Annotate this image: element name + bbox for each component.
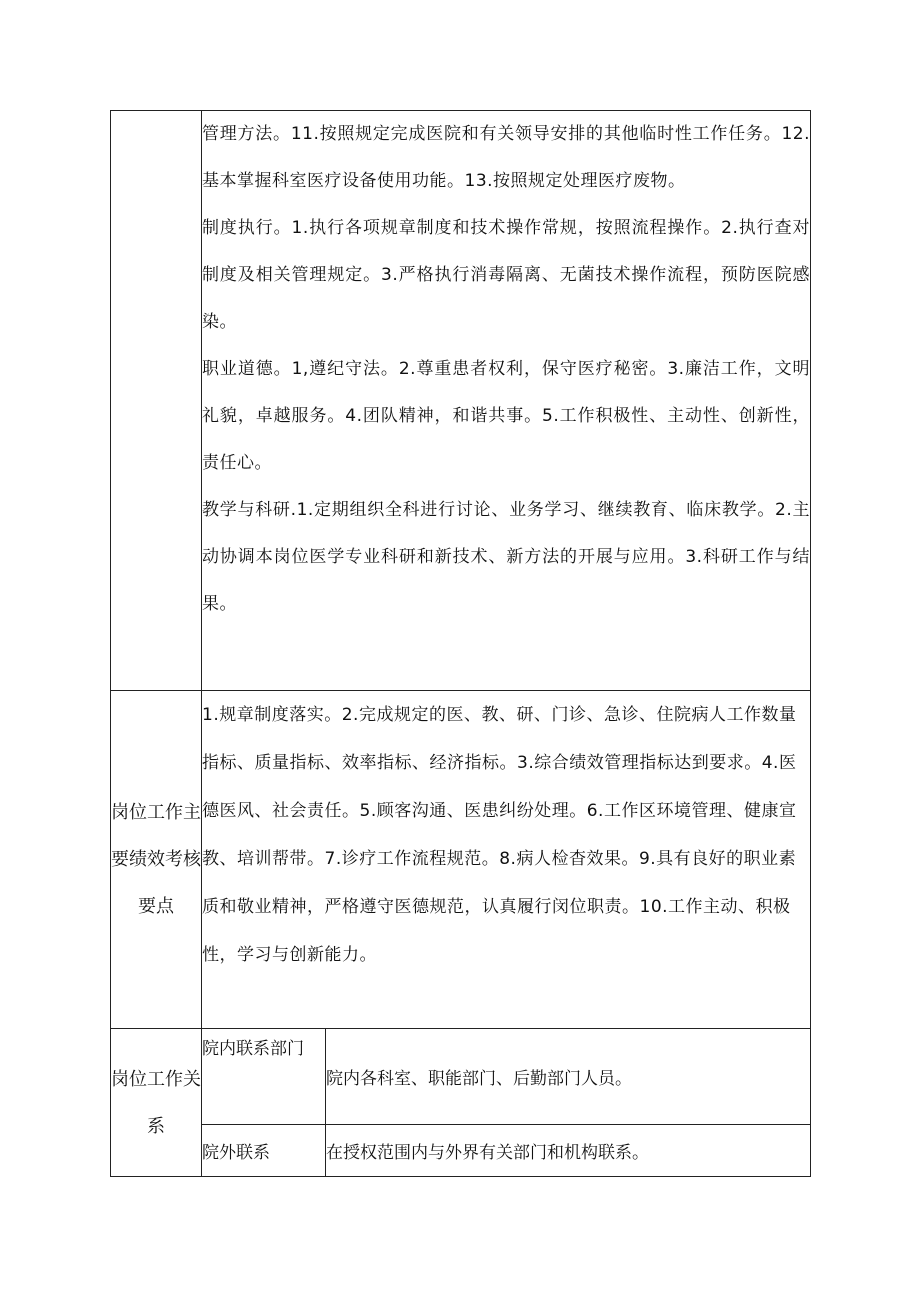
internal-contact-label: 院内联系部门 [202,1029,326,1125]
duties-content-cell [202,111,811,691]
duty-management-paragraph: 管理方法。11.按照规定完成医院和有关领导安排的其他临时性工作任务。12.基本掌握科室医疗设备使用功能。13.按照规定处理医疗废物。 [202,124,810,191]
relations-internal-row [111,1029,811,1125]
duty-rules-paragraph: 制度执行。1.执行各项规章制度和技术操作常规，按照流程操作。2.执行查对制度及相关管理规定。3.严格执行消毒隔离、无菌技术操作流程，预防医院感染。 [202,218,810,332]
external-contact-label: 院外联系 [202,1125,326,1177]
duties-label-cell [111,111,202,691]
relations-label: 岗位工作关系 [111,1029,202,1177]
external-contact-value: 在授权范围内与外界有关部门和机构联系。 [326,1125,811,1177]
duties-row [111,111,811,691]
duty-teaching-paragraph: 教学与科研.1.定期组织全科进行讨论、业务学习、继续教育、临床教学。2.主动协调本岗位医学专业科研和新技术、新方法的开展与应用。3.科研工作与结果。 [202,500,810,614]
duty-ethics-paragraph: 职业道德。1,遵纪守法。2.尊重患者权利，保守医疗秘密。3.廉洁工作，文明礼貌，卓越服务。4.团队精神，和谐共事。5.工作积极性、主动性、创新性，责任心。 [202,359,810,473]
internal-contact-value: 院内各科室、职能部门、后勤部门人员。 [326,1029,811,1125]
kpi-row [111,691,811,1029]
relations-external-row [111,1125,811,1177]
kpi-content-cell [202,691,811,1029]
kpi-text: 1.规章制度落实。2.完成规定的医、教、研、门诊、急诊、住院病人工作数量指标、质量指标、效率指标、经济指标。3.综合绩效管理指标达到要求。4.医德医风、社会责任。5.顾客沟通、医患纠纷处理。6.工作区环境管理、健康宣教、培训帮带。7.诊疗工作流程规范。8.病人检杳效果。9.具有良好的职业素质和敬业精神，严格遵守医德规范，认真履行闵位职责。10.工作主动、积极性，学习与创新能力。 [202,705,797,965]
job-description-table [110,110,811,1177]
kpi-label: 岗位工作主要绩效考核要点 [111,691,202,1029]
